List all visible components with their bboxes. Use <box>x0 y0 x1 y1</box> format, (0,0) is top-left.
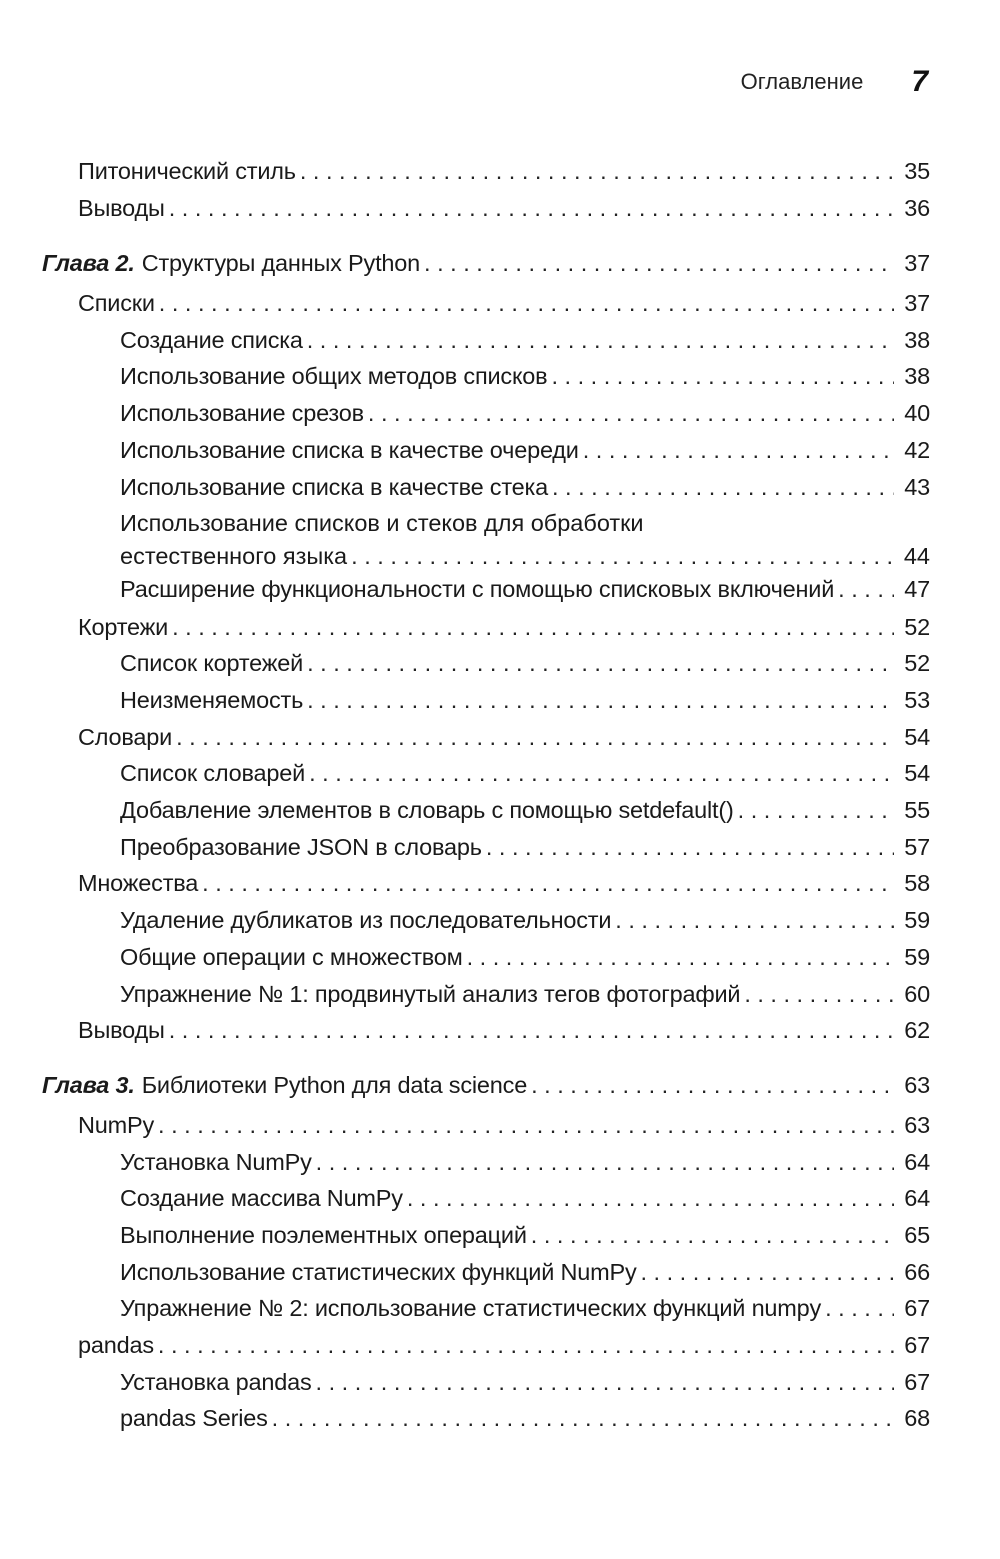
toc-entry[interactable] <box>120 905 930 935</box>
toc-entry-title: Использование списков и стеков для обработки <box>120 510 644 536</box>
toc-entry[interactable] <box>120 361 930 391</box>
toc-entry[interactable] <box>78 288 930 318</box>
toc-entry-title: NumPy <box>78 1112 155 1138</box>
chapter-number: Глава 2. <box>42 250 135 276</box>
toc-entry-page: 52 <box>904 650 930 676</box>
toc-entry-title: Кортежи <box>78 614 169 640</box>
toc-entry-page: 63 <box>904 1112 930 1138</box>
leader-dots <box>641 1257 895 1287</box>
toc-entry-page: 54 <box>904 724 930 750</box>
toc-entry-page: 42 <box>904 437 930 463</box>
toc-entry-title: Выводы <box>78 195 165 221</box>
toc-entry[interactable] <box>120 325 930 355</box>
toc-entry-page: 64 <box>904 1185 930 1211</box>
leader-dots <box>169 1015 894 1045</box>
toc-entry[interactable] <box>120 398 930 428</box>
toc-entry-title: Списки <box>78 290 155 316</box>
toc-entry[interactable] <box>120 1403 930 1433</box>
toc-entry[interactable] <box>120 472 930 502</box>
leader-dots <box>552 472 894 502</box>
leader-dots <box>838 574 894 604</box>
leader-dots <box>158 1330 894 1360</box>
toc-entry-page: 59 <box>904 944 930 970</box>
toc-entry-page: 52 <box>904 614 930 640</box>
leader-dots <box>176 722 894 752</box>
toc-entry-title: Структуры данных Python <box>141 250 421 276</box>
toc-entry[interactable] <box>78 722 930 752</box>
leader-dots <box>316 1367 894 1397</box>
toc-entry-title: Расширение функциональности с помощью списковых включений <box>120 576 835 602</box>
toc-entry-page: 67 <box>904 1332 930 1358</box>
toc-entry[interactable] <box>120 574 930 604</box>
toc-entry-title: Неизменяемость <box>120 687 304 713</box>
toc-entry-page: 36 <box>904 195 930 221</box>
toc-entry[interactable] <box>78 1330 930 1360</box>
toc-entry[interactable] <box>78 1015 930 1045</box>
leader-dots <box>300 156 894 186</box>
leader-dots <box>531 1220 894 1250</box>
toc-entry-page: 66 <box>904 1259 930 1285</box>
leader-dots <box>202 868 894 898</box>
leader-dots <box>169 193 894 223</box>
toc-entry[interactable] <box>120 1147 930 1177</box>
leader-dots <box>307 325 894 355</box>
toc-entry-title: Использование общих методов списков <box>120 363 548 389</box>
toc-entry-title: Добавление элементов в словарь с помощью setdefault() <box>120 797 734 823</box>
leader-dots <box>615 905 894 935</box>
toc-entry-title-continued: естественного языка <box>120 543 348 569</box>
toc-entry[interactable] <box>120 942 930 972</box>
leader-dots <box>486 832 894 862</box>
toc-entry-title: Установка NumPy <box>120 1149 312 1175</box>
leader-dots <box>825 1293 894 1323</box>
toc-entry-page: 54 <box>904 760 930 786</box>
toc-entry-title: Выполнение поэлементных операций <box>120 1222 527 1248</box>
toc-entry[interactable] <box>120 648 930 678</box>
leader-dots <box>309 758 894 788</box>
toc-entry-page: 47 <box>904 576 930 602</box>
leader-dots <box>424 248 894 278</box>
toc-entry[interactable] <box>78 193 930 223</box>
toc-entry-title: Выводы <box>78 1017 165 1043</box>
toc-entry-page: 44 <box>903 543 930 569</box>
toc-entry[interactable] <box>120 685 930 715</box>
leader-dots <box>407 1183 894 1213</box>
leader-dots <box>531 1070 894 1100</box>
toc-entry-page: 62 <box>904 1017 930 1043</box>
toc-entry-page: 59 <box>904 907 930 933</box>
leader-dots <box>272 1403 894 1433</box>
toc-entry[interactable] <box>78 1110 930 1140</box>
leader-dots <box>583 435 894 465</box>
running-header <box>741 62 928 102</box>
toc-entry-page: 40 <box>904 400 930 426</box>
toc-entry-page: 38 <box>904 363 930 389</box>
leader-dots <box>316 1147 894 1177</box>
toc-entry-title: Создание списка <box>120 327 303 353</box>
toc-entry-page: 68 <box>904 1405 930 1431</box>
toc-entry[interactable] <box>120 1183 930 1213</box>
toc-entry[interactable] <box>120 758 930 788</box>
toc-entry-title: Список кортежей <box>120 650 304 676</box>
toc-entry-title: Удаление дубликатов из последовательности <box>120 907 612 933</box>
toc-entry-page: 67 <box>904 1295 930 1321</box>
toc-entry[interactable] <box>120 1257 930 1287</box>
leader-dots <box>738 795 894 825</box>
toc-entry-title: Упражнение № 2: использование статистических функций numpy <box>120 1295 822 1321</box>
toc-entry[interactable] <box>120 435 930 465</box>
leader-dots <box>158 1110 894 1140</box>
toc-entry-page: 37 <box>904 250 930 276</box>
toc-entry[interactable] <box>78 156 930 186</box>
toc-entry-page: 38 <box>904 327 930 353</box>
toc-entry-title: pandas <box>78 1332 154 1358</box>
toc-entry-title: Список словарей <box>120 760 306 786</box>
toc-entry-title: Создание массива NumPy <box>120 1185 403 1211</box>
toc-chapter[interactable] <box>42 248 930 278</box>
toc-entry[interactable] <box>120 979 930 1009</box>
toc-entry-page: 53 <box>904 687 930 713</box>
toc-entry-page: 37 <box>904 290 930 316</box>
toc-entry-title: Упражнение № 1: продвинутый анализ тегов фотографий <box>120 981 741 1007</box>
leader-dots <box>351 541 894 571</box>
toc-entry-title: Использование списка в качестве очереди <box>120 437 579 463</box>
toc-entry-page: 64 <box>904 1149 930 1175</box>
leader-dots <box>307 685 894 715</box>
toc-entry[interactable] <box>78 612 930 642</box>
toc-entry-page: 65 <box>904 1222 930 1248</box>
toc-entry-title: Общие операции с множеством <box>120 944 463 970</box>
leader-dots <box>744 979 894 1009</box>
toc-entry-page: 55 <box>904 797 930 823</box>
toc-entry-multiline[interactable] <box>120 508 930 571</box>
toc-entry-title: Множества <box>78 870 199 896</box>
toc-entry-page: 43 <box>904 474 930 500</box>
page-number: 7 <box>911 65 928 98</box>
toc-entry[interactable] <box>120 1293 930 1323</box>
toc-entry-title: Использование статистических функций NumPy <box>120 1259 637 1285</box>
leader-dots <box>368 398 894 428</box>
chapter-number: Глава 3. <box>42 1072 135 1098</box>
toc-entry[interactable] <box>120 1367 930 1397</box>
leader-dots <box>551 361 894 391</box>
toc-entry[interactable] <box>120 1220 930 1250</box>
toc-entry-title: Библиотеки Python для data science <box>141 1072 528 1098</box>
toc-entry-title: Преобразование JSON в словарь <box>120 834 482 860</box>
toc-entry[interactable] <box>78 868 930 898</box>
toc-entry-page: 57 <box>904 834 930 860</box>
toc-entry[interactable] <box>120 795 930 825</box>
leader-dots <box>159 288 894 318</box>
running-title: Оглавление <box>740 69 864 94</box>
leader-dots <box>307 648 894 678</box>
toc-entry-title: Питонический стиль <box>78 158 296 184</box>
toc-entry-title: Словари <box>78 724 173 750</box>
toc-entry-title: Использование срезов <box>120 400 364 426</box>
leader-dots <box>467 942 894 972</box>
toc-entry-title: Использование списка в качестве стека <box>120 474 548 500</box>
toc-entry-title: Установка pandas <box>120 1369 312 1395</box>
toc-entry-page: 63 <box>904 1072 930 1098</box>
toc-entry-title: pandas Series <box>120 1405 268 1431</box>
toc-entry-page: 60 <box>904 981 930 1007</box>
toc-entry-page: 58 <box>904 870 930 896</box>
toc-entry-page: 67 <box>904 1369 930 1395</box>
leader-dots <box>172 612 894 642</box>
toc-entry[interactable] <box>120 832 930 862</box>
toc-entry-page: 35 <box>904 158 930 184</box>
toc-chapter[interactable] <box>42 1070 930 1100</box>
